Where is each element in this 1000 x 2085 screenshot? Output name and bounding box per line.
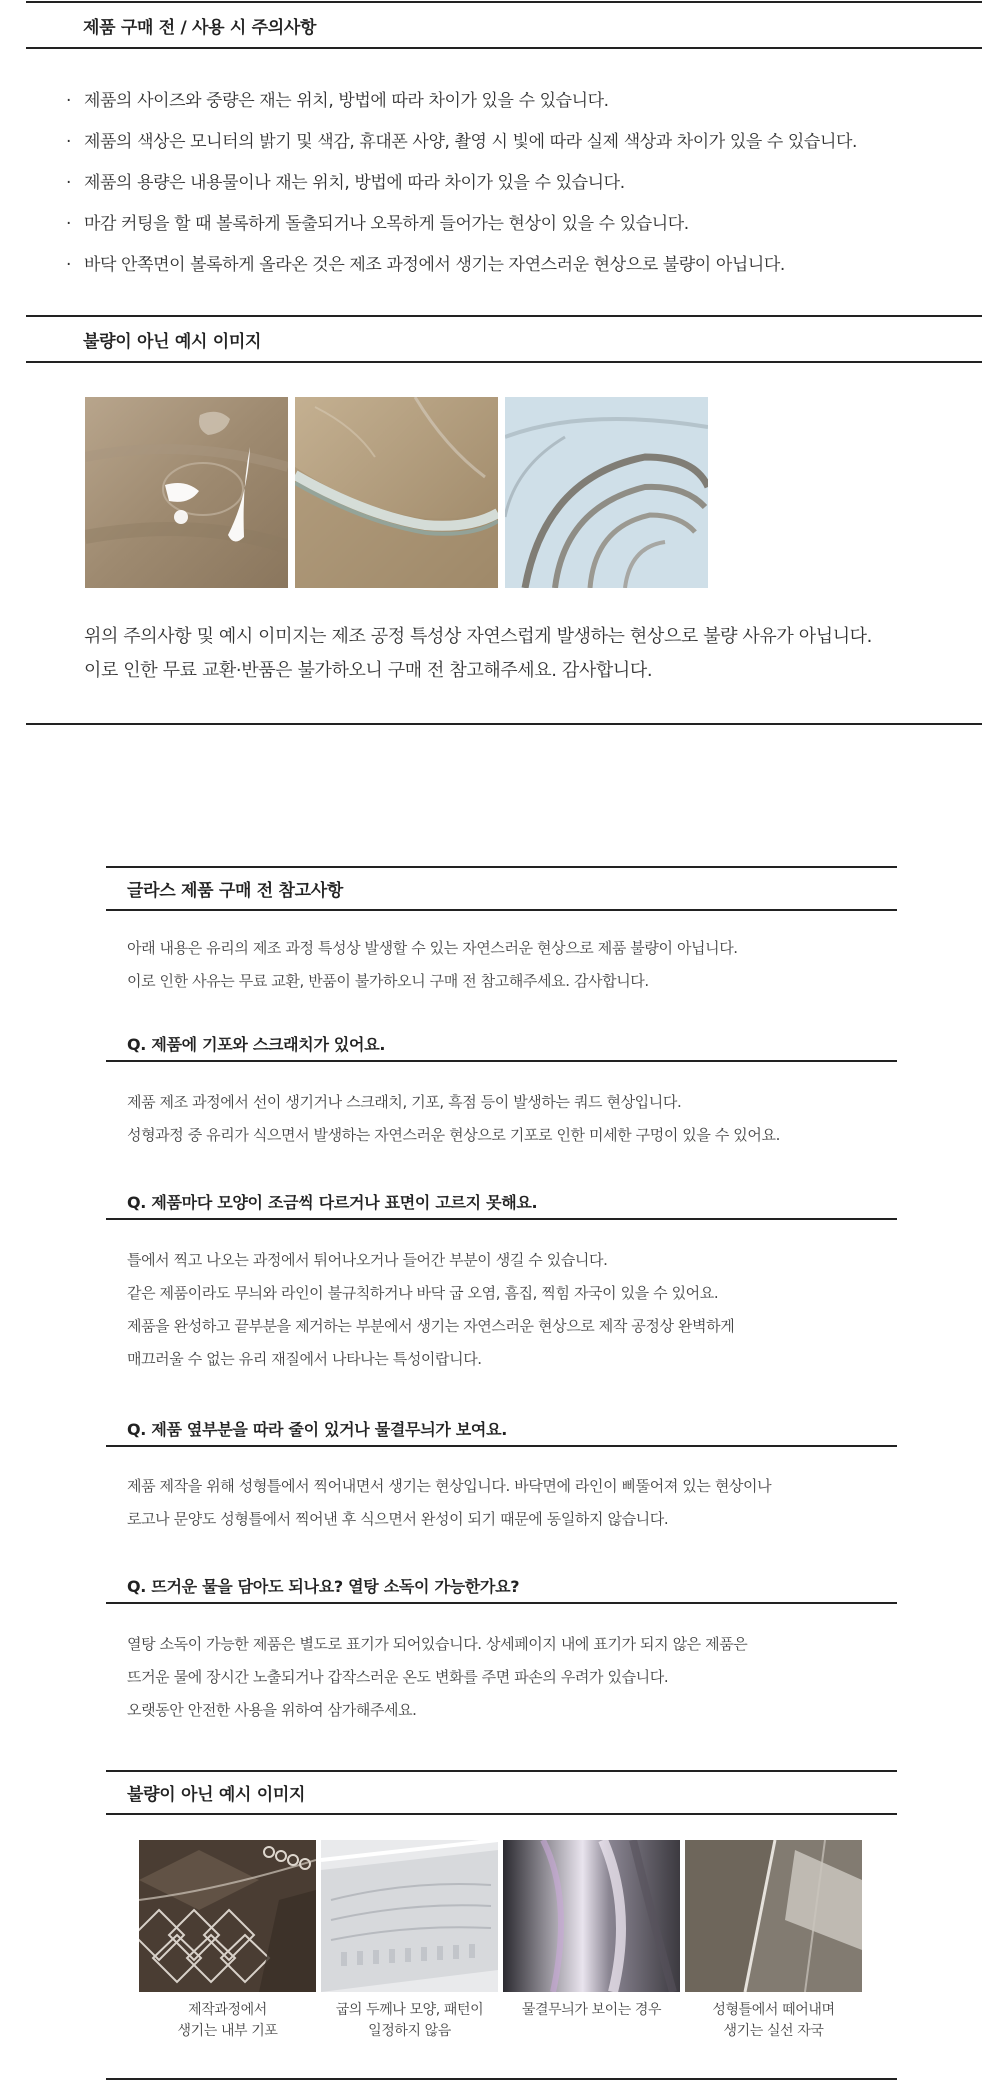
section-divider (26, 723, 982, 725)
glass-notes-section (106, 866, 897, 2039)
faq-question-text: Q. 제품에 기포와 스크래치가 있어요. (127, 1034, 386, 1054)
faq-answer-lines (127, 1470, 771, 1536)
caption-line: 일정하지 않음 (368, 2023, 451, 2039)
answer-line: 제품 제작을 위해 성형틀에서 찍어내면서 생기는 현상입니다. 바닥면에 라인이 삐뚤어져 있는 현상이나 (127, 1477, 772, 1495)
glass-notes-intro (127, 932, 738, 998)
sample-tile-wave-pattern (503, 1840, 680, 2042)
list-item (66, 168, 982, 209)
caption-line: 생기는 실선 자국 (723, 2023, 824, 2039)
sample-caption (503, 2000, 680, 2021)
glass-sample-header (106, 1770, 897, 1815)
sample-photo-bubble (85, 397, 288, 588)
list-item (66, 127, 982, 168)
sample-tile-internal-bubble (139, 1840, 316, 2042)
faq-answer-shape (127, 1244, 734, 1376)
list-item (66, 209, 982, 250)
sample-images-header (26, 315, 982, 363)
precautions-header (26, 1, 982, 49)
footnote-line: 이로 인한 무료 교환·반품은 불가하오니 구매 전 참고해주세요. 감사합니다. (84, 660, 653, 681)
intro-line: 이로 인한 사유는 무료 교환, 반품이 불가하오니 구매 전 참고해주세요. 감사합니다. (127, 972, 649, 990)
faq-question-bubbles (106, 1026, 897, 1062)
bullet-dot: · (66, 255, 72, 275)
notice-text: 제품의 용량은 내용물이나 재는 위치, 방법에 따라 차이가 있을 수 있습니다. (84, 173, 625, 193)
caption-line: 제작과정에서 (188, 2002, 267, 2018)
list-item (66, 86, 982, 127)
answer-line: 열탕 소독이 가능한 제품은 별도로 표기가 되어있습니다. 상세페이지 내에 표기가 되지 않은 제품은 (127, 1635, 748, 1653)
sample-tile-uneven-base (321, 1840, 498, 2042)
sample-images-title: 불량이 아닌 예시 이미지 (83, 331, 262, 352)
precautions-title: 제품 구매 전 / 사용 시 주의사항 (83, 17, 317, 38)
faq-question-text: Q. 제품마다 모양이 조금씩 다르거나 표면이 고르지 못해요. (127, 1192, 538, 1212)
faq-question-text: Q. 제품 옆부분을 따라 줄이 있거나 물결무늬가 보여요. (127, 1419, 508, 1439)
caption-line: 성형틀에서 떼어내며 (712, 2002, 835, 2018)
glass-sample-row (139, 1840, 862, 2042)
faq-question-shape (106, 1184, 897, 1220)
notice-text: 제품의 색상은 모니터의 밝기 및 색감, 휴대폰 사양, 촬영 시 빛에 따라 실제 색상과 차이가 있을 수 있습니다. (84, 132, 857, 152)
glass-notes-header (106, 866, 897, 911)
caption-line: 굽의 두께나 모양, 패턴이 (335, 2002, 484, 2018)
sample-caption (685, 2000, 862, 2042)
notice-text: 바닥 안쪽면이 볼록하게 올라온 것은 제조 과정에서 생기는 자연스러운 현상으로 불량이 아닙니다. (84, 255, 785, 275)
sample-caption (139, 2000, 316, 2042)
notice-text: 마감 커팅을 할 때 볼록하게 돌출되거나 오목하게 들어가는 현상이 있을 수 있습니다. (84, 214, 689, 234)
answer-line: 성형과정 중 유리가 식으면서 발생하는 자연스러운 현상으로 기포로 인한 미세한 구멍이 있을 수 있어요. (127, 1126, 780, 1144)
glass-notes-title: 글라스 제품 구매 전 참고사항 (127, 881, 343, 901)
sample-photo-ripple (505, 397, 708, 588)
answer-line: 제품을 완성하고 끝부분을 제거하는 부분에서 생기는 자연스러운 현상으로 제작 공정상 완벽하게 (127, 1317, 735, 1335)
sample-photo-uneven-base (321, 1840, 498, 1992)
faq-question-hot-water (106, 1568, 897, 1604)
caption-line: 생기는 내부 기포 (177, 2023, 278, 2039)
sample-photo-edge (295, 397, 498, 588)
answer-line: 뜨거운 물에 장시간 노출되거나 갑작스러운 온도 변화를 주면 파손의 우려가 있습니다. (127, 1668, 669, 1686)
sample-photo-wave-pattern (503, 1840, 680, 1992)
sample-photo-row (85, 397, 708, 588)
sample-photo-internal-bubble (139, 1840, 316, 1992)
answer-line: 틀에서 찍고 나오는 과정에서 튀어나오거나 들어간 부분이 생길 수 있습니다. (127, 1251, 608, 1269)
section-divider (106, 2078, 897, 2080)
bullet-dot: · (66, 91, 72, 111)
answer-line: 제품 제조 과정에서 선이 생기거나 스크래치, 기포, 흑점 등이 발생하는 쿼드 현상입니다. (127, 1093, 682, 1111)
bullet-dot: · (66, 132, 72, 152)
answer-line: 매끄러울 수 없는 유리 재질에서 나타나는 특성이랍니다. (127, 1350, 482, 1368)
caption-line: 물결무늬가 보이는 경우 (521, 2002, 662, 2018)
list-item (66, 250, 982, 291)
glass-sample-title: 불량이 아닌 예시 이미지 (127, 1785, 306, 1805)
notice-text: 제품의 사이즈와 중량은 재는 위치, 방법에 따라 차이가 있을 수 있습니다. (84, 91, 609, 111)
footnote-line: 위의 주의사항 및 예시 이미지는 제조 공정 특성상 자연스럽게 발생하는 현상으로 불량 사유가 아닙니다. (84, 626, 872, 647)
precautions-list (66, 86, 982, 291)
answer-line: 로고나 문양도 성형틀에서 찍어낸 후 식으면서 완성이 되기 때문에 동일하지 않습니다. (127, 1510, 669, 1528)
bullet-dot: · (66, 214, 72, 234)
sample-photo-mold-line (685, 1840, 862, 1992)
faq-question-lines (106, 1411, 897, 1447)
faq-answer-bubbles (127, 1086, 780, 1152)
sample-caption (321, 2000, 498, 2042)
faq-answer-hot-water (127, 1628, 747, 1727)
sample-tile-mold-line (685, 1840, 862, 2042)
faq-question-text: Q. 뜨거운 물을 담아도 되나요? 열탕 소독이 가능한가요? (127, 1576, 520, 1596)
answer-line: 같은 제품이라도 무늬와 라인이 불규칙하거나 바닥 굽 오염, 흠집, 찍힘 자국이 있을 수 있어요. (127, 1284, 719, 1302)
intro-line: 아래 내용은 유리의 제조 과정 특성상 발생할 수 있는 자연스러운 현상으로 제품 불량이 아닙니다. (127, 939, 738, 957)
bullet-dot: · (66, 173, 72, 193)
precautions-footnote (84, 620, 872, 688)
answer-line: 오랫동안 안전한 사용을 위하여 삼가해주세요. (127, 1701, 417, 1719)
